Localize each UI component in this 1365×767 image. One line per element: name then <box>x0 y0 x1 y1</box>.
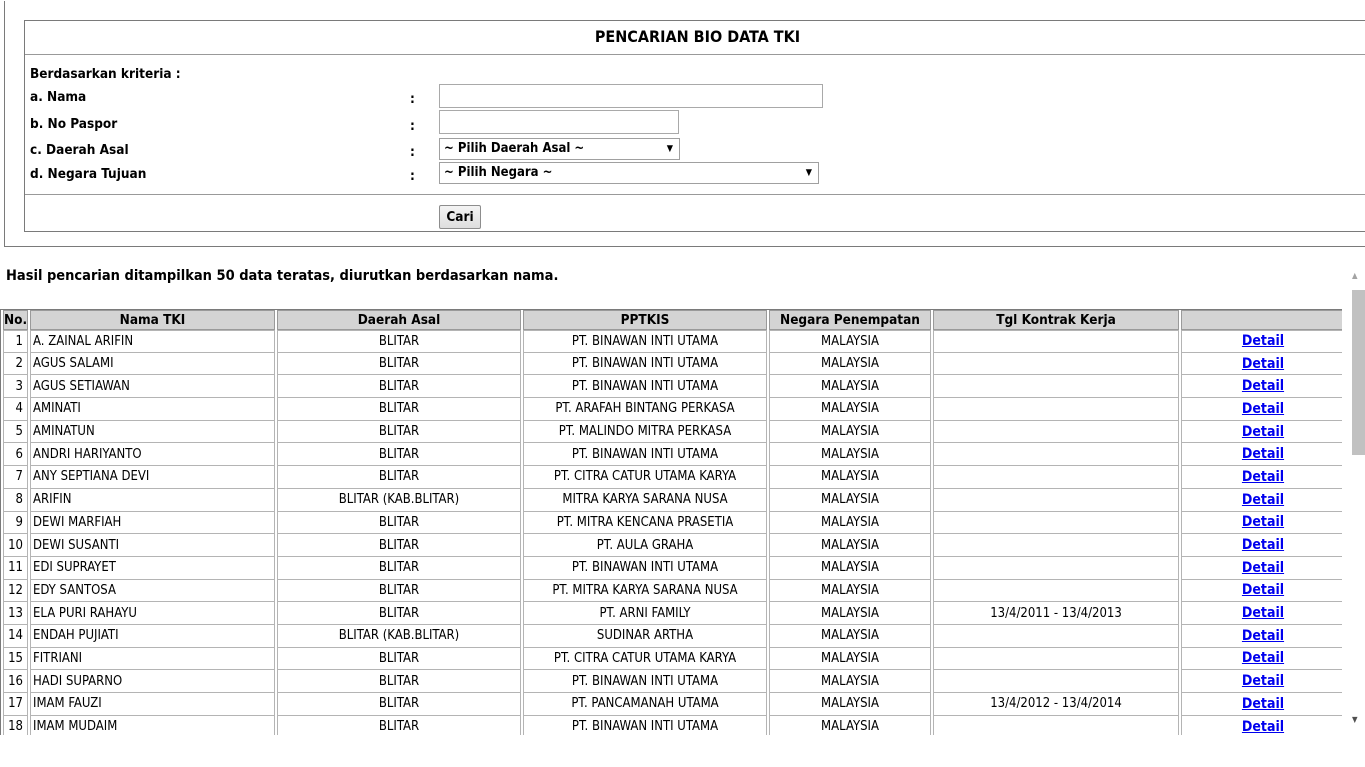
cell-action <box>1181 489 1342 512</box>
cell-no: 1 <box>3 330 28 353</box>
search-title: PENCARIAN BIO DATA TKI <box>25 21 1365 55</box>
cell-negara: MALAYSIA <box>769 353 931 376</box>
negara-tujuan-select[interactable] <box>439 162 819 184</box>
cell-action <box>1181 353 1342 376</box>
chevron-down-icon: ▼ <box>805 168 812 178</box>
cell-tgl <box>933 489 1179 512</box>
cell-daerah: BLITAR <box>277 534 521 557</box>
cell-pptkis: PT. MITRA KARYA SARANA NUSA <box>523 580 767 603</box>
table-row <box>3 353 1342 376</box>
cell-daerah: BLITAR <box>277 375 521 398</box>
detail-link[interactable]: Detail <box>1241 537 1285 554</box>
cell-tgl <box>933 512 1179 535</box>
col-header-daerah: Daerah Asal <box>277 310 521 330</box>
cell-tgl <box>933 557 1179 580</box>
cell-daerah: BLITAR <box>277 398 521 421</box>
table-row <box>3 466 1342 489</box>
col-header-negara: Negara Penempatan <box>769 310 931 330</box>
cell-pptkis: PT. MITRA KENCANA PRASETIA <box>523 512 767 535</box>
label-nama: a. Nama <box>30 89 87 105</box>
label-no-paspor: b. No Paspor <box>30 116 118 132</box>
cell-no: 2 <box>3 353 28 376</box>
detail-link[interactable]: Detail <box>1241 491 1285 508</box>
cell-negara: MALAYSIA <box>769 716 931 735</box>
cell-nama: AMINATUN <box>30 421 275 444</box>
cell-action <box>1181 512 1342 535</box>
col-header-pptkis: PPTKIS <box>523 310 767 330</box>
cell-tgl <box>933 580 1179 603</box>
table-row <box>3 716 1342 735</box>
table-row <box>3 580 1342 603</box>
cell-action <box>1181 330 1342 353</box>
table-header-row <box>3 310 1342 330</box>
detail-link[interactable]: Detail <box>1241 355 1285 372</box>
cell-no: 4 <box>3 398 28 421</box>
scroll-down-icon[interactable]: ▼ <box>1352 715 1358 724</box>
cell-nama: EDI SUPRAYET <box>30 557 275 580</box>
cell-tgl <box>933 534 1179 557</box>
detail-link[interactable]: Detail <box>1241 582 1285 599</box>
col-header-tgl: Tgl Kontrak Kerja <box>933 310 1179 330</box>
detail-link[interactable]: Detail <box>1241 673 1285 690</box>
cell-pptkis: PT. BINAWAN INTI UTAMA <box>523 330 767 353</box>
search-panel-outer <box>4 1 1365 247</box>
cell-action <box>1181 625 1342 648</box>
negara-tujuan-select-value: ~ Pilih Negara ~ <box>444 165 553 180</box>
cell-no: 17 <box>3 693 28 716</box>
cell-no: 3 <box>3 375 28 398</box>
cell-action <box>1181 421 1342 444</box>
detail-link[interactable]: Detail <box>1241 333 1285 350</box>
table-row <box>3 443 1342 466</box>
cell-tgl <box>933 670 1179 693</box>
daerah-asal-select-value: ~ Pilih Daerah Asal ~ <box>444 141 585 156</box>
col-header-action <box>1181 310 1342 330</box>
cell-no: 12 <box>3 580 28 603</box>
daerah-asal-select[interactable] <box>439 138 680 160</box>
chevron-down-icon: ▼ <box>666 144 673 154</box>
cell-daerah: BLITAR <box>277 512 521 535</box>
cell-negara: MALAYSIA <box>769 398 931 421</box>
cell-nama: ANDRI HARIYANTO <box>30 443 275 466</box>
cell-pptkis: PT. PANCAMANAH UTAMA <box>523 693 767 716</box>
no-paspor-input[interactable] <box>439 110 679 134</box>
cell-negara: MALAYSIA <box>769 421 931 444</box>
cell-pptkis: SUDINAR ARTHA <box>523 625 767 648</box>
cell-pptkis: PT. MALINDO MITRA PERKASA <box>523 421 767 444</box>
cell-nama: DEWI SUSANTI <box>30 534 275 557</box>
cell-action <box>1181 466 1342 489</box>
cell-pptkis: PT. BINAWAN INTI UTAMA <box>523 557 767 580</box>
cell-no: 8 <box>3 489 28 512</box>
cari-button[interactable]: Cari <box>439 205 481 229</box>
cell-tgl <box>933 625 1179 648</box>
cell-pptkis: PT. ARNI FAMILY <box>523 602 767 625</box>
cell-pptkis: PT. AULA GRAHA <box>523 534 767 557</box>
label-daerah-asal: c. Daerah Asal <box>30 142 129 158</box>
cell-daerah: BLITAR <box>277 602 521 625</box>
cell-no: 18 <box>3 716 28 735</box>
colon-no-paspor: : <box>410 118 415 134</box>
cell-pptkis: PT. BINAWAN INTI UTAMA <box>523 443 767 466</box>
cell-pptkis: PT. BINAWAN INTI UTAMA <box>523 375 767 398</box>
detail-link[interactable]: Detail <box>1241 423 1285 440</box>
cell-action <box>1181 375 1342 398</box>
cell-nama: AGUS SALAMI <box>30 353 275 376</box>
cell-action <box>1181 580 1342 603</box>
cell-nama: AGUS SETIAWAN <box>30 375 275 398</box>
scrollbar-thumb[interactable] <box>1352 290 1365 455</box>
colon-nama: : <box>410 91 415 107</box>
cell-tgl <box>933 466 1179 489</box>
detail-link[interactable]: Detail <box>1241 627 1285 644</box>
table-row <box>3 398 1342 421</box>
cell-tgl <box>933 375 1179 398</box>
cell-negara: MALAYSIA <box>769 375 931 398</box>
cell-no: 7 <box>3 466 28 489</box>
cell-negara: MALAYSIA <box>769 330 931 353</box>
cell-tgl: 13/4/2012 - 13/4/2014 <box>933 693 1179 716</box>
cell-no: 9 <box>3 512 28 535</box>
cell-tgl <box>933 353 1179 376</box>
cell-negara: MALAYSIA <box>769 602 931 625</box>
cell-daerah: BLITAR <box>277 716 521 735</box>
detail-link[interactable]: Detail <box>1241 695 1285 712</box>
cell-action <box>1181 534 1342 557</box>
cell-nama: AMINATI <box>30 398 275 421</box>
nama-input[interactable] <box>439 84 823 108</box>
cell-daerah: BLITAR <box>277 466 521 489</box>
results-table <box>0 309 1342 735</box>
cell-nama: EDY SANTOSA <box>30 580 275 603</box>
cell-no: 16 <box>3 670 28 693</box>
cell-no: 6 <box>3 443 28 466</box>
cell-action <box>1181 602 1342 625</box>
cell-nama: HADI SUPARNO <box>30 670 275 693</box>
cell-pptkis: MITRA KARYA SARANA NUSA <box>523 489 767 512</box>
criteria-heading: Berdasarkan kriteria : <box>30 66 181 82</box>
detail-link[interactable]: Detail <box>1241 468 1285 485</box>
label-negara-tujuan: d. Negara Tujuan <box>30 166 147 182</box>
cell-tgl <box>933 421 1179 444</box>
cell-nama: IMAM MUDAIM <box>30 716 275 735</box>
cell-negara: MALAYSIA <box>769 693 931 716</box>
table-row <box>3 534 1342 557</box>
cell-negara: MALAYSIA <box>769 534 931 557</box>
cell-tgl <box>933 716 1179 735</box>
cell-nama: ELA PURI RAHAYU <box>30 602 275 625</box>
cell-daerah: BLITAR <box>277 670 521 693</box>
cell-daerah: BLITAR <box>277 693 521 716</box>
table-row <box>3 489 1342 512</box>
cell-negara: MALAYSIA <box>769 489 931 512</box>
cell-nama: ENDAH PUJIATI <box>30 625 275 648</box>
detail-link[interactable]: Detail <box>1241 559 1285 576</box>
cell-daerah: BLITAR <box>277 443 521 466</box>
form-divider <box>25 194 1365 195</box>
cell-pptkis: PT. ARAFAH BINTANG PERKASA <box>523 398 767 421</box>
table-row <box>3 625 1342 648</box>
cell-no: 5 <box>3 421 28 444</box>
cell-pptkis: PT. BINAWAN INTI UTAMA <box>523 670 767 693</box>
cell-no: 10 <box>3 534 28 557</box>
table-row <box>3 648 1342 671</box>
colon-negara-tujuan: : <box>410 168 415 184</box>
cell-no: 13 <box>3 602 28 625</box>
table-row <box>3 512 1342 535</box>
table-row <box>3 602 1342 625</box>
cell-action <box>1181 398 1342 421</box>
cell-nama: ARIFIN <box>30 489 275 512</box>
detail-link[interactable]: Detail <box>1241 650 1285 667</box>
cell-daerah: BLITAR <box>277 580 521 603</box>
cell-daerah: BLITAR <box>277 330 521 353</box>
scroll-up-icon[interactable]: ▲ <box>1352 271 1358 280</box>
cell-action <box>1181 648 1342 671</box>
table-row <box>3 421 1342 444</box>
cell-action <box>1181 443 1342 466</box>
cell-tgl <box>933 648 1179 671</box>
detail-link[interactable]: Detail <box>1241 446 1285 463</box>
cell-tgl <box>933 443 1179 466</box>
col-header-nama: Nama TKI <box>30 310 275 330</box>
cell-negara: MALAYSIA <box>769 466 931 489</box>
cell-negara: MALAYSIA <box>769 625 931 648</box>
cell-tgl <box>933 398 1179 421</box>
cell-daerah: BLITAR (KAB.BLITAR) <box>277 625 521 648</box>
cell-daerah: BLITAR <box>277 557 521 580</box>
cell-negara: MALAYSIA <box>769 557 931 580</box>
cell-action <box>1181 693 1342 716</box>
cell-daerah: BLITAR <box>277 421 521 444</box>
table-row <box>3 375 1342 398</box>
cell-negara: MALAYSIA <box>769 648 931 671</box>
col-header-no: No. <box>4 312 28 328</box>
detail-link[interactable]: Detail <box>1241 605 1285 622</box>
cell-daerah: BLITAR <box>277 648 521 671</box>
cell-no: 15 <box>3 648 28 671</box>
cell-pptkis: PT. BINAWAN INTI UTAMA <box>523 716 767 735</box>
detail-link[interactable]: Detail <box>1241 514 1285 531</box>
result-note: Hasil pencarian ditampilkan 50 data teratas, diurutkan berdasarkan nama. <box>6 268 559 284</box>
cell-pptkis: PT. CITRA CATUR UTAMA KARYA <box>523 466 767 489</box>
cell-no: 11 <box>3 557 28 580</box>
cell-negara: MALAYSIA <box>769 443 931 466</box>
cell-action <box>1181 716 1342 735</box>
cell-tgl: 13/4/2011 - 13/4/2013 <box>933 602 1179 625</box>
detail-link[interactable]: Detail <box>1241 400 1285 417</box>
table-row <box>3 693 1342 716</box>
cell-negara: MALAYSIA <box>769 580 931 603</box>
cell-action <box>1181 557 1342 580</box>
search-panel <box>24 20 1365 232</box>
cell-nama: IMAM FAUZI <box>30 693 275 716</box>
cell-nama: DEWI MARFIAH <box>30 512 275 535</box>
table-row <box>3 670 1342 693</box>
table-row <box>3 557 1342 580</box>
cell-tgl <box>933 330 1179 353</box>
cell-no: 14 <box>3 625 28 648</box>
cell-negara: MALAYSIA <box>769 670 931 693</box>
table-row <box>3 330 1342 353</box>
detail-link[interactable]: Detail <box>1241 718 1285 735</box>
cell-pptkis: PT. BINAWAN INTI UTAMA <box>523 353 767 376</box>
cell-nama: ANY SEPTIANA DEVI <box>30 466 275 489</box>
results-table-wrapper <box>0 309 1342 735</box>
cell-nama: A. ZAINAL ARIFIN <box>30 330 275 353</box>
detail-link[interactable]: Detail <box>1241 378 1285 395</box>
colon-daerah-asal: : <box>410 144 415 160</box>
cell-daerah: BLITAR <box>277 353 521 376</box>
cell-daerah: BLITAR (KAB.BLITAR) <box>277 489 521 512</box>
cell-action <box>1181 670 1342 693</box>
cell-nama: FITRIANI <box>30 648 275 671</box>
cell-pptkis: PT. CITRA CATUR UTAMA KARYA <box>523 648 767 671</box>
cell-negara: MALAYSIA <box>769 512 931 535</box>
